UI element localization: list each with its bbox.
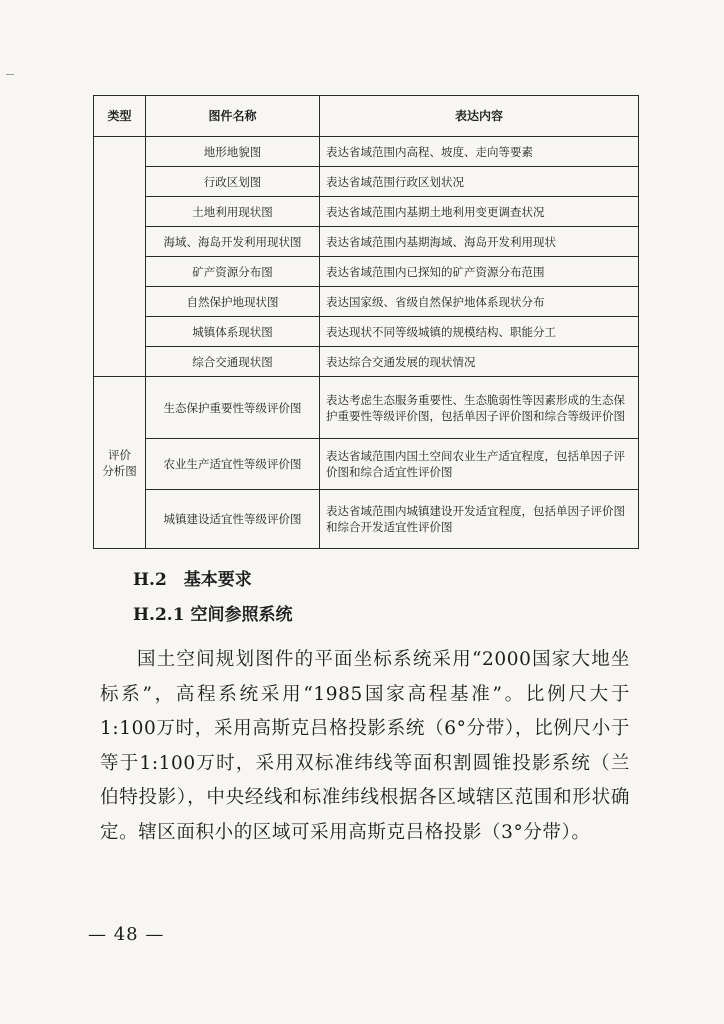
map-name-cell: 海域、海岛开发利用现状图 [146, 227, 320, 257]
section-heading: H.2 基本要求 [133, 570, 252, 590]
map-name-cell: 生态保护重要性等级评价图 [146, 377, 320, 439]
map-name-cell: 行政区划图 [146, 167, 320, 197]
table-row [94, 377, 639, 439]
map-name-cell: 城镇体系现状图 [146, 317, 320, 347]
content-cell: 表达省域范围内基期土地利用变更调查状况 [320, 197, 639, 227]
body-paragraph: 国土空间规划图件的平面坐标系统采用“2000国家大地坐标系”，高程系统采用“1985国家高程基准”。比例尺大于1:100万时，采用高斯克吕格投影系统（6°分带），比例尺小于等于1:100万时，采用双标准纬线等面积割圆锥投影系统（兰伯特投影），中央经线和标准纬线根据各区域辖区范围和形状确定。辖区面积小的区域可采用高斯克吕格投影（3°分带）。 [100, 649, 630, 843]
content-cell: 表达省域范围内城镇建设开发适宜程度，包括单因子评价图和综合开发适宜性评价图 [320, 490, 639, 549]
type-cell-evaluation [94, 377, 146, 549]
page-number: — 48 — [88, 924, 165, 945]
table-row [94, 137, 639, 167]
subsection-heading: H.2.1 空间参照系统 [133, 605, 293, 625]
content-cell: 表达省域范围行政区划状况 [320, 167, 639, 197]
type-label-line1: 评价 [108, 447, 131, 462]
content-cell: 表达省域范围内基期海域、海岛开发利用现状 [320, 227, 639, 257]
table-row [94, 490, 639, 549]
map-name-cell: 农业生产适宜性等级评价图 [146, 439, 320, 490]
map-name-cell: 地形地貌图 [146, 137, 320, 167]
table-row [94, 257, 639, 287]
map-name-cell: 自然保护地现状图 [146, 287, 320, 317]
table-row [94, 439, 639, 490]
map-name-cell: 综合交通现状图 [146, 347, 320, 377]
map-name-cell: 土地利用现状图 [146, 197, 320, 227]
type-cell-status [94, 137, 146, 377]
table-row [94, 227, 639, 257]
map-name-cell: 城镇建设适宜性等级评价图 [146, 490, 320, 549]
header-type: 类型 [94, 96, 146, 137]
content-cell: 表达省域范围内国土空间农业生产适宜程度，包括单因子评价图和综合适宜性评价图 [320, 439, 639, 490]
content-cell: 表达省域范围内高程、坡度、走向等要素 [320, 137, 639, 167]
type-label-line2: 分析图 [102, 463, 137, 478]
content-cell: 表达考虑生态服务重要性、生态脆弱性等因素形成的生态保护重要性等级评价图，包括单因子评价图和综合等级评价图 [320, 377, 639, 439]
table-row [94, 317, 639, 347]
content-cell: 表达省域范围内已探知的矿产资源分布范围 [320, 257, 639, 287]
content-cell: 表达综合交通发展的现状情况 [320, 347, 639, 377]
content-cell: 表达现状不同等级城镇的规模结构、职能分工 [320, 317, 639, 347]
table-row [94, 197, 639, 227]
table-row [94, 287, 639, 317]
content-cell: 表达国家级、省级自然保护地体系现状分布 [320, 287, 639, 317]
header-content: 表达内容 [320, 96, 639, 137]
table-header-row [94, 96, 639, 137]
margin-mark [6, 74, 14, 75]
header-map-name: 图件名称 [146, 96, 320, 137]
table-row [94, 347, 639, 377]
map-types-table [93, 95, 639, 549]
map-name-cell: 矿产资源分布图 [146, 257, 320, 287]
table-row [94, 167, 639, 197]
